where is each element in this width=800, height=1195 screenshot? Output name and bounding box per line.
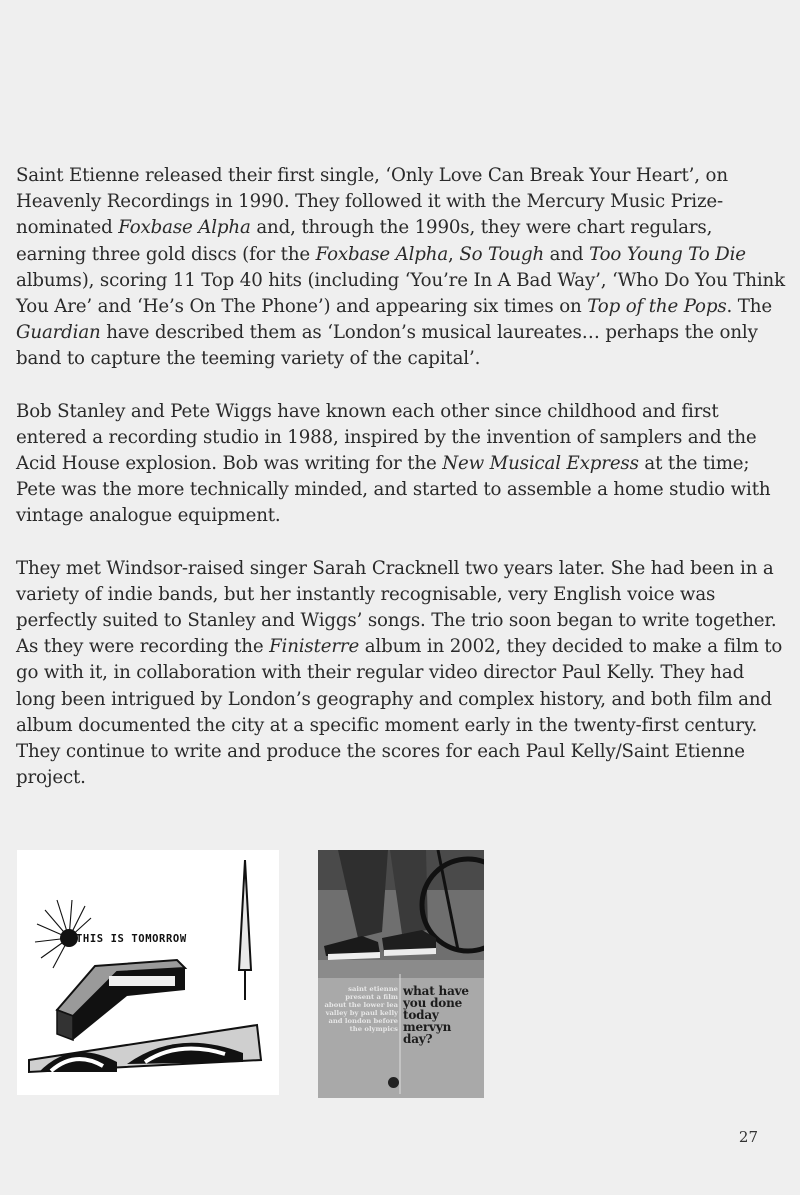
italic-title: Foxbase Alpha <box>118 217 251 239</box>
poster-title-mervyn-day: what have you done today mervyn day? <box>403 984 469 1046</box>
text-run: and, through the 1990s, they were chart regulars, earning three gold discs (for the <box>16 217 713 265</box>
text-run: , <box>448 243 460 265</box>
text-run: album in 2002, they decided to make a film to go with it, in collaboration with their regular video director Paul Kelly. They had long been intrigued by London’s geography and complex history, and both film and album documented the city at a specific moment early in the twenty-first century. They continue to write and produce the scores for each Paul Kelly/Saint Etienne project. <box>16 636 783 789</box>
text-run: Saint Etienne released their first single, ‘Only Love Can Break Your Heart’, on Heavenly Recordings in 1990. They followed it with the Mercury Music Prize-nominated <box>16 165 728 239</box>
mervyn-day-poster <box>318 850 484 1098</box>
text-run: at the time; Pete was the more technically minded, and started to assemble a home studio with vintage analogue equipment. <box>16 453 771 527</box>
page-number: 27 <box>738 1128 758 1146</box>
italic-title: Guardian <box>16 322 101 344</box>
bicycle-and-sneakers-photo <box>318 850 484 1098</box>
text-run: Bob Stanley and Pete Wiggs have known each other since childhood and first entered a recording studio in 1988, inspired by the invention of samplers and the Acid House explosion. Bob was writing for the <box>16 400 757 475</box>
this-is-tomorrow-artwork <box>17 850 279 1095</box>
text-run: . The <box>726 296 772 318</box>
body-text <box>16 163 786 817</box>
text-run: albums), scoring 11 Top 40 hits (including ‘You’re In A Bad Way’, ‘Who Do You Think You Are’ and ‘He’s On The Phone’) and appearing six times on <box>16 269 785 318</box>
italic-title: Top of the Pops <box>587 296 727 318</box>
italic-title: Finisterre <box>269 636 360 658</box>
italic-title: Foxbase Alpha <box>315 243 449 265</box>
paragraph-2 <box>16 399 786 530</box>
italic-title: Too Young To Die <box>589 243 746 265</box>
text-run: have described them as ‘London’s musical laureates… perhaps the only band to capture the teeming variety of the capital’. <box>16 322 758 370</box>
this-is-tomorrow-poster <box>17 850 279 1095</box>
text-run: They met Windsor-raised singer Sarah Cracknell two years later. She had been in a variety of indie bands, but her instantly recognisable, very English voice was perfectly suited to Stanley and Wiggs’ songs. The trio soon began to write together. As they were recording the <box>16 557 777 658</box>
poster-credit-text: saint etienne present a film about the lower lea valley by paul kelly and london before the olympics <box>324 985 398 1033</box>
italic-title: New Musical Express <box>442 453 639 475</box>
poster-title: THIS IS TOMORROW <box>76 933 187 945</box>
paragraph-1 <box>16 163 786 373</box>
studio-logo-icon <box>388 1077 399 1088</box>
paragraph-3 <box>16 556 786 792</box>
italic-title: So Tough <box>459 243 545 265</box>
text-run: and <box>544 243 590 265</box>
